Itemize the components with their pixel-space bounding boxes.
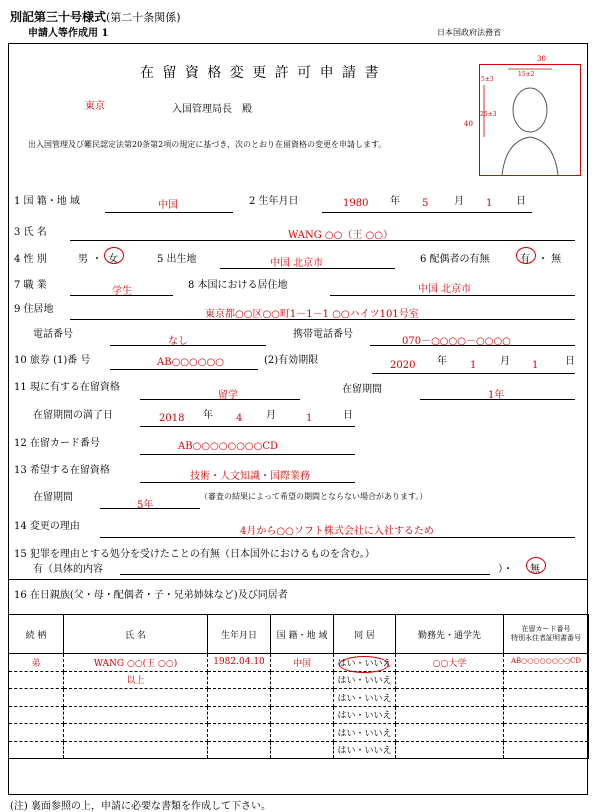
phone-label: 電話番号 [33, 329, 73, 340]
footer-note: (注) 裏面参照の上，申請に必要な書類を作成して下さい。 [10, 801, 271, 812]
cell-nationality [271, 689, 334, 707]
spouse-yes[interactable]: 有 [520, 254, 530, 265]
field-1-label: 1 国 籍・地 域 [14, 196, 80, 207]
birth-month[interactable]: 5 [422, 198, 429, 209]
field-9-label: 9 住居地 [14, 304, 54, 315]
cell-workplace [396, 706, 504, 724]
crime-selected-circle [526, 557, 546, 574]
table-row [9, 706, 589, 724]
cell-cohabit[interactable]: はい・いいえ [334, 724, 396, 742]
field-3-label: 3 氏 名 [14, 227, 47, 238]
mobile-value[interactable]: 070－○○○○－○○○○ [402, 336, 511, 347]
cell-relation [9, 741, 64, 759]
header-card-number: 在留カード番号 特別永住者証明書番号 [504, 615, 589, 654]
occupation-value[interactable]: 学生 [112, 286, 132, 297]
cell-nationality [271, 741, 334, 759]
nationality-value[interactable]: 中国 [158, 200, 178, 211]
residence-card-value[interactable]: AB○○○○○○○○CD [178, 441, 279, 452]
cell-workplace [396, 724, 504, 742]
cell-card-number [504, 741, 589, 759]
table-row [9, 689, 589, 707]
cell-birthdate [208, 689, 271, 707]
sex-male[interactable]: 男 [78, 254, 88, 265]
cell-name: WANG ○○(王 ○○) [64, 654, 208, 672]
cell-nationality [271, 706, 334, 724]
crime-no[interactable]: 無 [530, 564, 540, 575]
expiry-label: 在留期間の満了日 [33, 410, 113, 421]
cell-cohabit[interactable]: はい・いいえ [334, 706, 396, 724]
header-birthdate: 生年月日 [208, 615, 271, 654]
form-subtitle: 申請人等作成用 1 [28, 28, 109, 39]
intro-text: 出入国管理及び難民認定法第20条第2項の規定に基づき，次のとおり在留資格の変更を申請します。 [28, 140, 387, 149]
field-6-label: 6 配偶者の有無 [420, 254, 490, 265]
photo-box [479, 64, 581, 176]
passport-number[interactable]: AB○○○○○○ [157, 357, 224, 368]
expiry-day[interactable]: 1 [306, 413, 313, 424]
cell-card-number [504, 689, 589, 707]
field-5-label: 5 出生地 [157, 254, 197, 265]
expiry-month[interactable]: 4 [236, 413, 243, 424]
cohabit-selected-circle [339, 656, 389, 673]
phone-value[interactable]: なし [168, 336, 188, 347]
ministry-label: 日本国政府法務省 [437, 28, 501, 37]
header-relation: 続 柄 [9, 615, 64, 654]
family-table-header [9, 615, 589, 654]
cell-name [64, 706, 208, 724]
birth-year[interactable]: 1980 [343, 198, 369, 209]
family-table [8, 614, 589, 759]
cell-name [64, 689, 208, 707]
photo-face-dim: 25±3 [480, 111, 497, 118]
cell-workplace [396, 689, 504, 707]
cell-birthdate [208, 741, 271, 759]
cell-card-number [504, 671, 589, 689]
sex-female[interactable]: 女 [108, 254, 118, 265]
birth-day[interactable]: 1 [486, 198, 493, 209]
field-4-label: 4 性 別 [14, 254, 47, 265]
cell-cohabit[interactable]: はい・いいえ [334, 654, 396, 672]
table-row [9, 724, 589, 742]
home-residence-value[interactable]: 中国 北京市 [418, 284, 472, 295]
cell-nationality [271, 671, 334, 689]
cell-nationality [271, 724, 334, 742]
field-13-label: 13 希望する在留資格 [14, 465, 110, 476]
desired-period-value[interactable]: 5年 [137, 500, 154, 511]
cell-name [64, 741, 208, 759]
passport-expiry-label: (2)有効期限 [264, 355, 319, 366]
spouse-no[interactable]: ・ 無 [538, 254, 562, 265]
cell-cohabit[interactable]: はい・いいえ [334, 671, 396, 689]
portrait-icon [480, 65, 580, 175]
desired-status-value[interactable]: 技術・人文知識・国際業務 [190, 471, 310, 482]
cell-cohabit[interactable]: はい・いいえ [334, 741, 396, 759]
form-title: 在 留 資 格 変 更 許 可 申 請 書 [140, 65, 381, 81]
field-8-label: 8 本国における居住地 [188, 280, 288, 291]
cell-birthdate: 1982.04.10 [208, 654, 271, 672]
header-workplace: 勤務先・通学先 [396, 615, 504, 654]
desired-period-note: （審査の結果によって希望の期間とならない場合があります。） [200, 492, 428, 501]
header-cohabit: 同 居 [334, 615, 396, 654]
change-reason-value[interactable]: 4月から○○ソフト株式会社に入社するため [240, 526, 434, 537]
crime-yes[interactable]: 有（具体的内容 [33, 564, 103, 575]
cell-relation: 弟 [9, 654, 64, 672]
table-row [9, 654, 589, 672]
cell-nationality: 中国 [271, 654, 334, 672]
table-row [9, 671, 589, 689]
field-12-label: 12 在留カード番号 [14, 438, 100, 449]
sex-selected-circle [104, 247, 124, 264]
cell-card-number: AB○○○○○○○○CD [504, 654, 589, 672]
form-number: 別記第三十号様式(第二十条関係) [10, 10, 181, 24]
cell-card-number [504, 724, 589, 742]
photo-height-dim: 40 [464, 120, 473, 128]
current-period-value[interactable]: 1年 [488, 390, 505, 401]
field-16-label: 16 在日親族(父・母・配偶者・子・兄弟姉妹など)及び同居者 [14, 590, 288, 601]
cell-workplace: ○○大学 [396, 654, 504, 672]
cell-relation [9, 724, 64, 742]
cell-birthdate [208, 724, 271, 742]
name-value[interactable]: WANG ○○（王 ○○） [288, 230, 393, 241]
photo-width-dim: 30 [537, 55, 546, 63]
cell-workplace [396, 671, 504, 689]
field-2-label: 2 生年月日 [249, 196, 299, 207]
cell-relation [9, 671, 64, 689]
cell-birthdate [208, 671, 271, 689]
cell-relation [9, 706, 64, 724]
cell-name [64, 724, 208, 742]
current-period-label: 在留期間 [342, 384, 382, 395]
photo-inner-dim: 15±2 [518, 71, 535, 78]
mobile-label: 携帯電話番号 [293, 329, 353, 340]
expiry-year[interactable]: 2018 [159, 413, 185, 424]
table-row [9, 741, 589, 759]
header-name: 氏 名 [64, 615, 208, 654]
current-status-value[interactable]: 留学 [218, 390, 238, 401]
header-nationality: 国 籍・地 域 [271, 615, 334, 654]
field-11-label: 11 現に有する在留資格 [14, 382, 120, 393]
bureau-place: 東京 [85, 101, 105, 112]
cell-relation [9, 689, 64, 707]
field-14-label: 14 変更の理由 [14, 521, 80, 532]
passport-month[interactable]: 1 [470, 360, 477, 371]
birthplace-value[interactable]: 中国 北京市 [270, 258, 324, 269]
cell-name: 以上 [64, 671, 208, 689]
passport-day[interactable]: 1 [532, 360, 539, 371]
address-value[interactable]: 東京都○○区○○町1－1－1 ○○ハイツ101号室 [205, 309, 419, 320]
cell-workplace [396, 741, 504, 759]
cell-cohabit[interactable]: はい・いいえ [334, 689, 396, 707]
field-10-label: 10 旅券 (1)番 号 [14, 355, 91, 366]
photo-top-dim: 5±3 [481, 76, 494, 83]
field-7-label: 7 職 業 [14, 280, 47, 291]
passport-year[interactable]: 2020 [390, 360, 416, 371]
desired-period-label: 在留期間 [33, 492, 73, 503]
cell-birthdate [208, 706, 271, 724]
cell-card-number [504, 706, 589, 724]
bureau-label: 入国管理局長 殿 [172, 104, 252, 115]
spouse-selected-circle [516, 247, 536, 264]
field-15-label: 15 犯罪を理由とする処分を受けたことの有無（日本国外におけるものを含む。） [14, 549, 375, 560]
